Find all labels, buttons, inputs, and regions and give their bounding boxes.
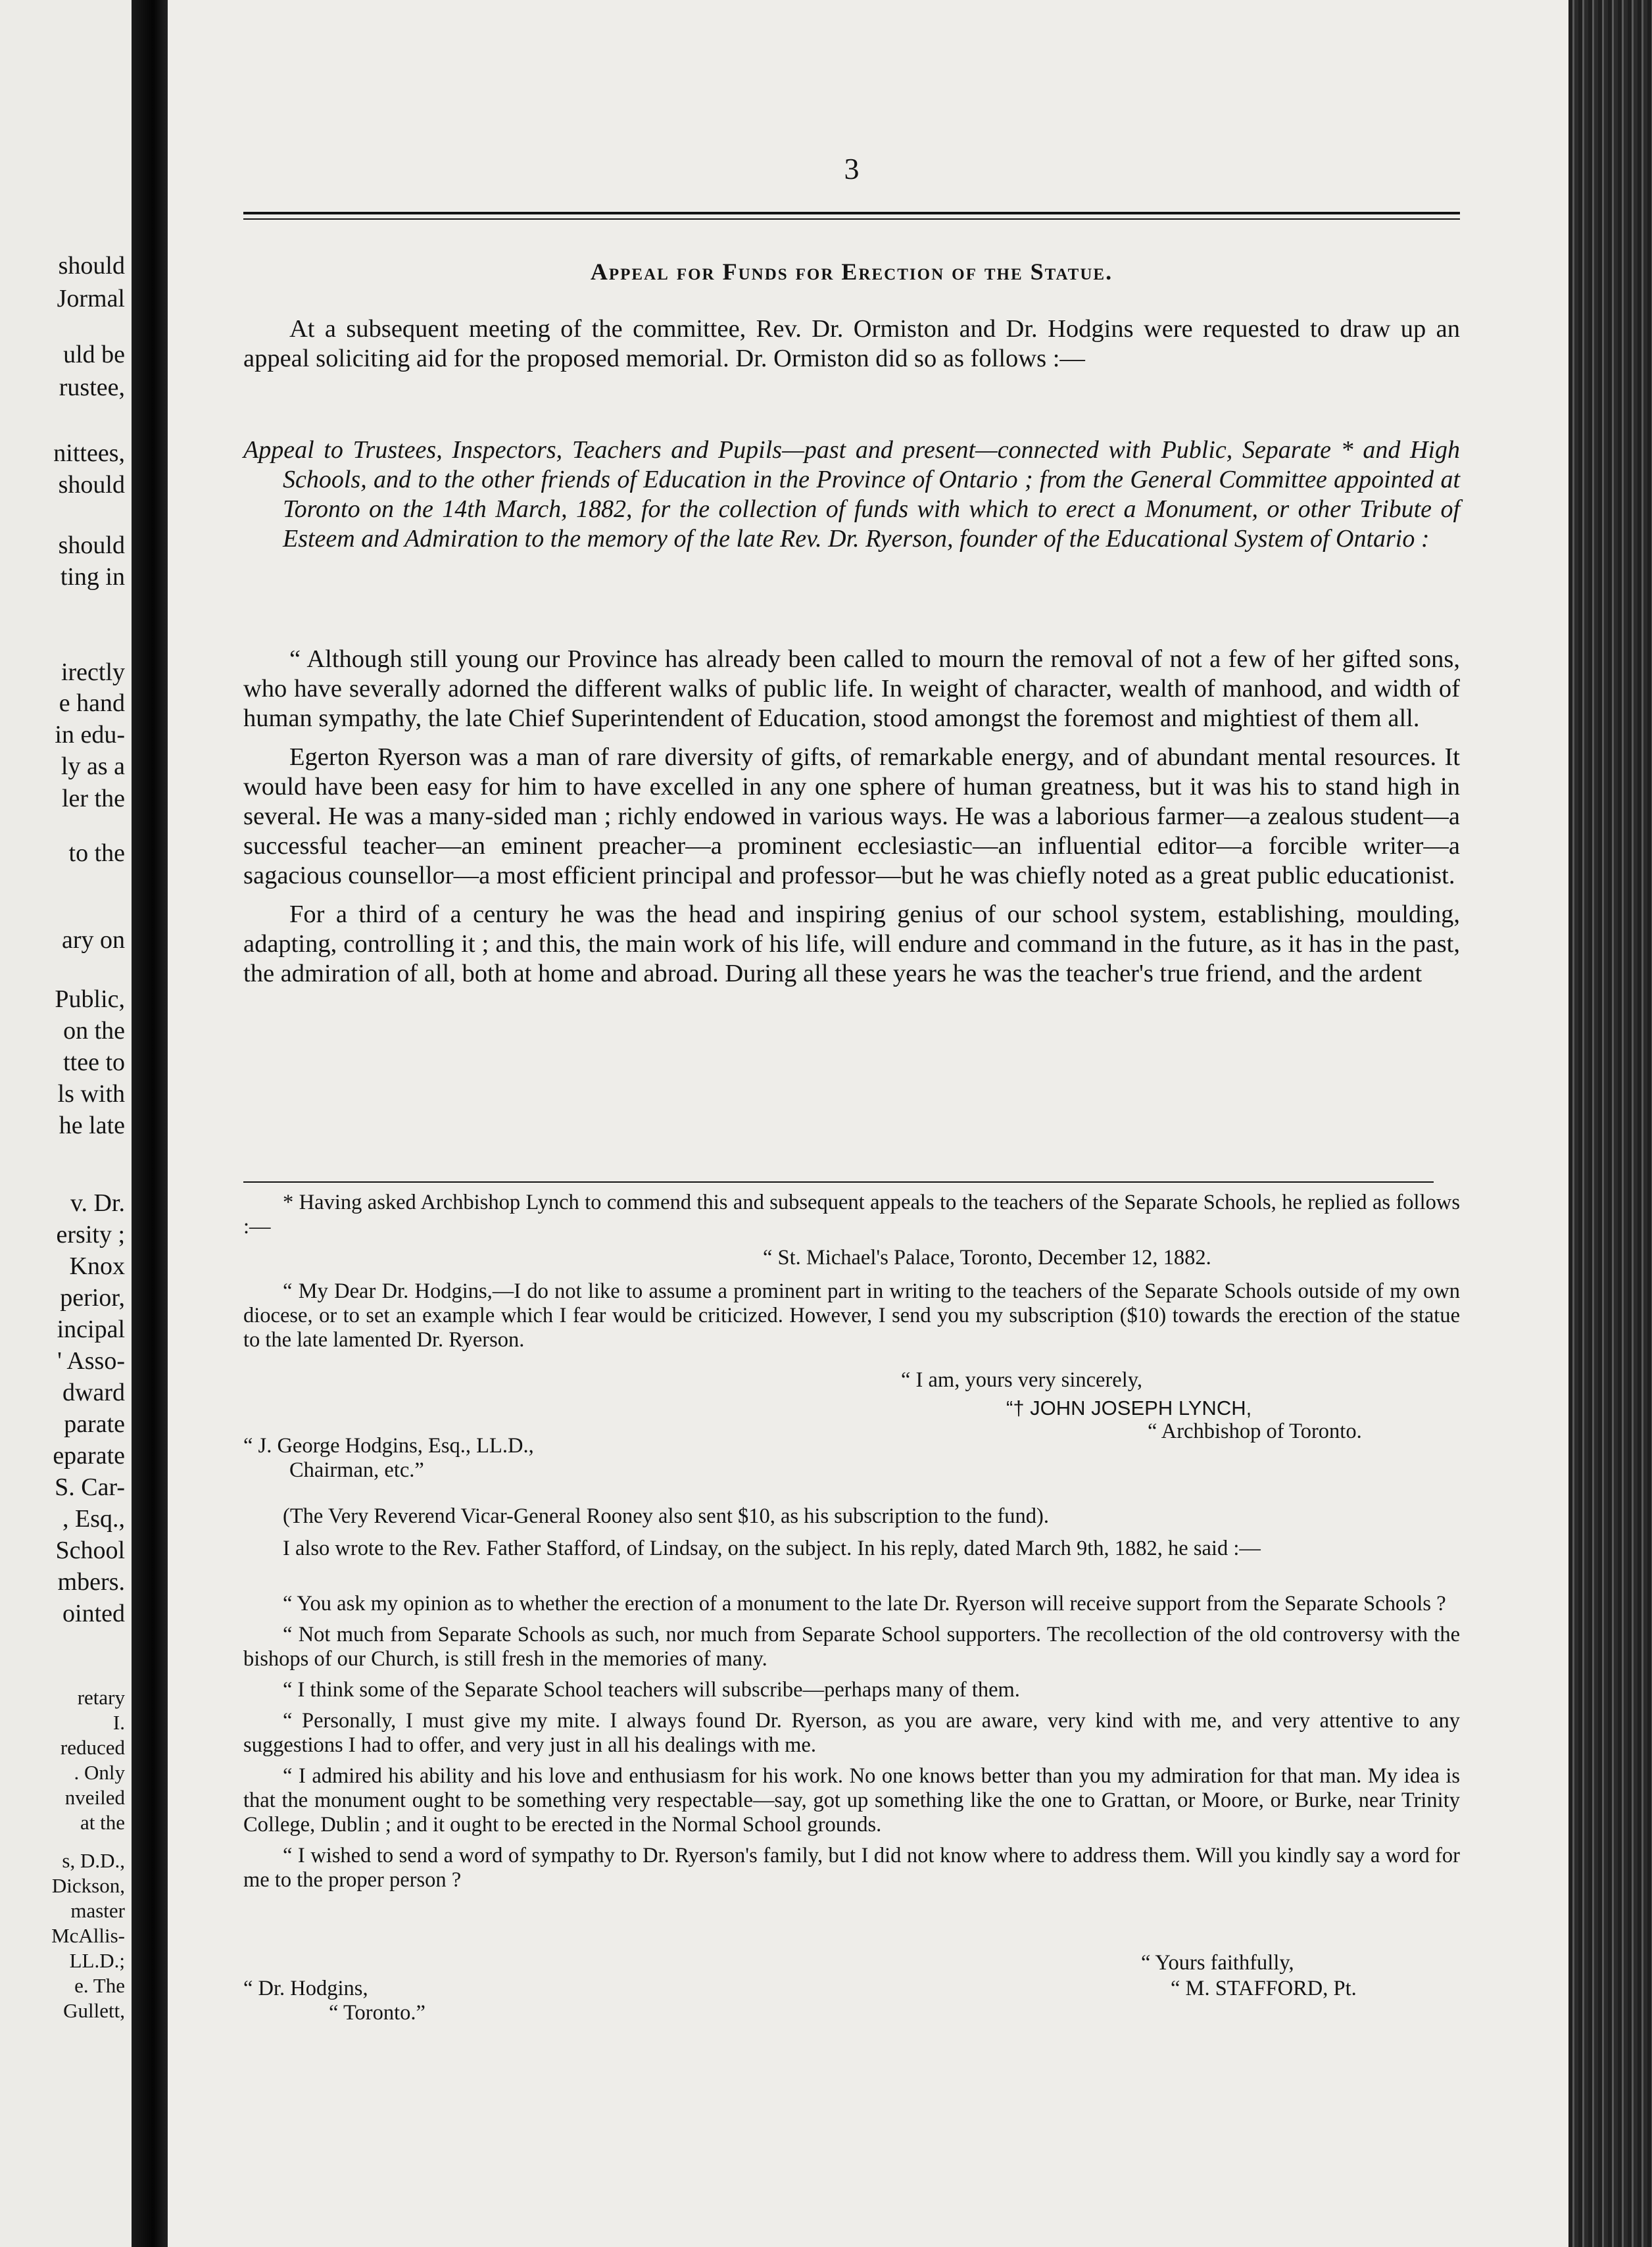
stafford-paragraph-2: “ Not much from Separate Schools as such, nor much from Separate School supporters. The recollection of the old controversy with the bishops of our Church, is still fresh in the memories of many. — [243, 1623, 1460, 1671]
facing-page-line: uld be — [63, 341, 125, 368]
stafford-paragraph-3: “ I think some of the Separate School teachers will subscribe—perhaps many of them. — [283, 1678, 1020, 1702]
facing-page-line: S. Car- — [55, 1473, 125, 1501]
facing-page-line: ary on — [61, 926, 125, 954]
footnote-intro-text: * Having asked Archbishop Lynch to commend this and subsequent appeals to the teachers of the Separate Schools, he replied as follows :— — [243, 1191, 1460, 1239]
paragraph-2: Egerton Ryerson was a man of rare diversity of gifts, of remarkable energy, and of abundant mental resources. It would have been easy for him to have excelled in any one sphere of human greatness, but it was his to stand high in several. He was a many-sided man ; richly endowed in various ways. He was a laborious farmer—a zealous student—a successful teacher—an eminent preacher—a prominent ecclesiastic—an influential editor—a forcible writer—a sagacious counsellor—a most efficient principal and professor—but he was chiefly noted as a great public educationist. — [243, 743, 1460, 889]
facing-page-line: reduced — [60, 1736, 125, 1759]
book-page-edges — [1568, 0, 1652, 2247]
stafford-closing: “ Yours faithfully, — [1141, 1951, 1294, 1975]
facing-page-line: ' Asso- — [57, 1347, 125, 1375]
facing-page-line: at the — [80, 1811, 125, 1834]
header-rule — [243, 212, 1460, 220]
stafford-addressee: “ Dr. Hodgins, — [243, 1977, 368, 2000]
lynch-letter — [243, 1279, 1460, 1352]
paragraph-1: “ Although still young our Province has already been called to mourn the removal of not a few of her gifted sons, who have severally adorned the different walks of public life. In weight of character, wealth of manhood, and width of human sympathy, the late Chief Superintendent of Education, stood amongst the foremost and mightiest of them all. — [243, 645, 1460, 732]
facing-page-line: he late — [59, 1112, 125, 1139]
stafford-paragraph-1: “ You ask my opinion as to whether the erection of a monument to the late Dr. Ryerson will receive support from the Separate Schools ? — [283, 1592, 1446, 1616]
facing-page-line: master — [70, 1899, 125, 1922]
facing-page-line: to the — [68, 839, 125, 867]
stafford-intro-text: I also wrote to the Rev. Father Stafford, of Lindsay, on the subject. In his reply, dated March 9th, 1882, he said :— — [283, 1537, 1261, 1560]
rooney-note — [243, 1504, 1460, 1529]
stafford-paragraph-6: “ I wished to send a word of sympathy to Dr. Ryerson's family, but I did not know where to address them. Will you kindly say a word for me to the proper person ? — [243, 1844, 1460, 1892]
facing-page-line: in edu- — [55, 721, 125, 749]
page-number: 3 — [844, 152, 860, 185]
section-title: Appeal for Funds for Erection of the Statue. — [590, 259, 1113, 285]
facing-page-line: should — [58, 252, 125, 280]
footnote-intro — [243, 1191, 1460, 1239]
stafford-signature: “ M. STAFFORD, Pt. — [1171, 1977, 1357, 2000]
facing-page-line: s, D.D., — [62, 1849, 125, 1872]
facing-page-line: nveiled — [64, 1786, 125, 1809]
lynch-closing: “ I am, yours very sincerely, — [901, 1368, 1142, 1392]
facing-page-line: should — [58, 471, 125, 499]
facing-page-line: incipal — [57, 1316, 125, 1343]
facing-page-line: nittees, — [53, 439, 125, 467]
facing-page-line: ersity ; — [56, 1221, 125, 1248]
facing-page-line: retary — [77, 1686, 125, 1709]
facing-page-line: LL.D.; — [69, 1949, 125, 1972]
appeal-heading: Appeal to Trustees, Inspectors, Teachers and Pupils—past and present—connected with Public, Separate * and High Schools, and to the other friends of Education in the Province of Ontario ; from the General Committee appointed at Toronto on the 14th March, 1882, for the collection of funds with which to erect a Monument, or other Tribute of Esteem and Admiration to the memory of the late Rev. Dr. Ryerson, founder of the Educational System of Ontario : — [243, 436, 1460, 553]
facing-page-line: eparate — [53, 1442, 125, 1469]
facing-page-line: e. The — [74, 1974, 125, 1997]
facing-page-line: irectly — [61, 658, 125, 686]
facing-page-line: ler the — [61, 785, 125, 812]
facing-page-line: v. Dr. — [70, 1189, 125, 1217]
facing-page-line: should — [58, 531, 125, 559]
intro-paragraph — [243, 314, 1460, 374]
paragraph-3: For a third of a century he was the head and inspiring genius of our school system, establishing, moulding, adapting, controlling it ; and this, the main work of his life, will endure and command in the future, as it has in the past, the admiration of all, both at home and abroad. During all these years he was the teacher's true friend, and the ardent — [243, 901, 1460, 987]
lynch-addressee-title: Chairman, etc.” — [289, 1458, 424, 1482]
facing-page-line: ttee to — [63, 1049, 125, 1076]
facing-page-line: Dickson, — [51, 1874, 125, 1897]
facing-page-line: Jormal — [57, 285, 125, 312]
stafford-paragraph-4: “ Personally, I must give my mite. I always found Dr. Ryerson, as you are aware, very kind with me, and very attentive to any suggestions I had to offer, and very just in all his dealings with me. — [243, 1709, 1460, 1757]
stafford-addressee-city: “ Toronto.” — [329, 2001, 425, 2025]
facing-page-line: School — [55, 1537, 125, 1564]
facing-page-line: Public, — [55, 985, 125, 1013]
facing-page-line: ls with — [57, 1080, 125, 1108]
lynch-letter-text: “ My Dear Dr. Hodgins,—I do not like to assume a prominent part in writing to the teachers of the Separate Schools outside of my own diocese, or to set an example which I fear would be criticized. However, I send you my subscription ($10) towards the erection of the statue to the late lamented Dr. Ryerson. — [243, 1279, 1460, 1352]
lynch-addressee: “ J. George Hodgins, Esq., LL.D., — [243, 1434, 534, 1458]
footnote-rule — [243, 1181, 1434, 1183]
facing-page-line: McAllis- — [51, 1924, 125, 1947]
lynch-signature: “† JOHN JOSEPH LYNCH, — [1006, 1396, 1252, 1420]
facing-page-line: Gullett, — [63, 1999, 125, 2022]
facing-page-line: dward — [62, 1379, 125, 1406]
letter-dateline: “ St. Michael's Palace, Toronto, December 12, 1882. — [763, 1246, 1211, 1270]
stafford-paragraph-5: “ I admired his ability and his love and enthusiasm for his work. No one knows better than you my admiration for that man. My idea is that the monument ought to be something very respectable—say, got up something like the one to Grattan, or Moore, or Burke, near Trinity College, Dublin ; and it ought to be erected in the Normal School grounds. — [243, 1764, 1460, 1837]
facing-page-line: ting in — [60, 563, 125, 591]
facing-page-line: rustee, — [59, 374, 125, 401]
facing-page-line: ointed — [62, 1600, 125, 1627]
facing-page-line: , Esq., — [62, 1505, 125, 1533]
facing-page-line: Knox — [69, 1252, 125, 1280]
facing-page-line: e hand — [59, 689, 125, 717]
stafford-intro — [243, 1537, 1460, 1561]
intro-text: At a subsequent meeting of the committee, Rev. Dr. Ormiston and Dr. Hodgins were requested to draw up an appeal soliciting aid for the proposed memorial. Dr. Ormiston did so as follows :— — [243, 315, 1460, 372]
rooney-text: (The Very Reverend Vicar-General Rooney also sent $10, as his subscription to the fund). — [283, 1504, 1050, 1528]
facing-page-line: I. — [112, 1711, 125, 1734]
lynch-signature-title: “ Archbishop of Toronto. — [1148, 1420, 1362, 1443]
facing-page-fragment — [0, 0, 132, 2247]
document-page — [168, 0, 1568, 2247]
facing-page-line: perior, — [60, 1284, 125, 1312]
facing-page-line: . Only — [74, 1761, 125, 1784]
stafford-letter — [243, 1592, 1460, 1892]
appeal-body — [243, 645, 1460, 989]
facing-page-line: mbers. — [57, 1568, 125, 1596]
facing-page-line: ly as a — [61, 753, 125, 780]
facing-page-line: parate — [64, 1410, 125, 1438]
facing-page-line: on the — [63, 1017, 125, 1045]
book-gutter — [132, 0, 168, 2247]
